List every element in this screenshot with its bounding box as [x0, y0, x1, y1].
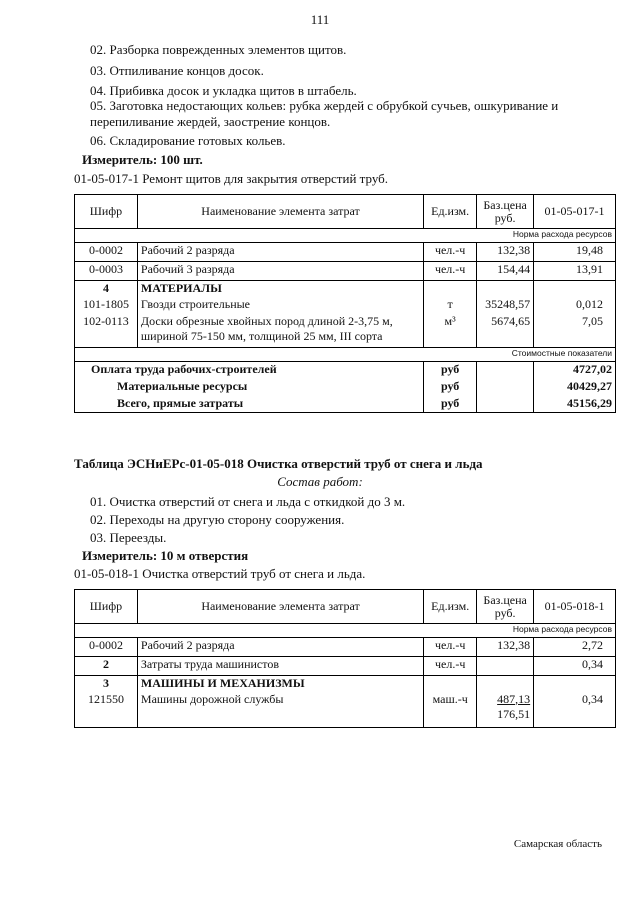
- header-unit: Ед.изм.: [424, 195, 477, 229]
- work-item: 05. Заготовка недостающих кольев: рубка жердей с обрубкой сучьев, ошкуривание и перепиливание жердей, заострение концов.: [90, 98, 559, 129]
- total-unit: руб: [424, 396, 477, 413]
- table-row-code: 121550: [75, 692, 138, 728]
- work-item: 01. Очистка отверстий от снега и льда с откидкой до 3 м.: [90, 494, 406, 509]
- total-value: 4727,02: [534, 362, 616, 379]
- table-row-price: [477, 657, 534, 676]
- table-row-value: 0,34: [534, 692, 616, 728]
- section-number: 3: [75, 676, 138, 692]
- table-row-value: 19,48: [534, 243, 616, 262]
- table-row-unit: чел.-ч: [424, 657, 477, 676]
- table-row-name: Машины дорожной службы: [137, 692, 423, 728]
- section-title: МАТЕРИАЛЫ: [137, 281, 423, 297]
- meter-label: Измеритель: 10 м отверстия: [82, 548, 249, 563]
- work-item: 03. Отпиливание концов досок.: [90, 63, 264, 78]
- table-row-name: Гвозди строительные: [137, 297, 423, 314]
- table-row-value: 13,91: [534, 262, 616, 281]
- header-name: Наименование элемента затрат: [137, 195, 423, 229]
- table-row-code: 0-0003: [75, 262, 138, 281]
- table-row-unit: чел.-ч: [424, 638, 477, 657]
- table-row-unit: чел.-ч: [424, 243, 477, 262]
- header-name: Наименование элемента затрат: [137, 590, 423, 624]
- table-row-name: Рабочий 2 разряда: [137, 243, 423, 262]
- table-row-value: 0,34: [534, 657, 616, 676]
- table-row-unit: маш.-ч: [424, 692, 477, 728]
- table-row-price: 132,38: [477, 638, 534, 657]
- work-item: 03. Переезды.: [90, 530, 167, 545]
- header-unit: Ед.изм.: [424, 590, 477, 624]
- total-unit: руб: [424, 362, 477, 379]
- table-row-name: Затраты труда машинистов: [137, 657, 423, 676]
- table-row-code: 102-0113: [75, 314, 138, 348]
- resource-table-1: [74, 194, 616, 413]
- total-name: Оплата труда рабочих-строителей: [75, 362, 424, 379]
- table-row-code: 2: [75, 657, 138, 676]
- table-row-code: 0-0002: [75, 243, 138, 262]
- table-title: Таблица ЭСНиЕРс-01-05-018 Очистка отверстий труб от снега и льда: [74, 456, 483, 471]
- header-code: Шифр: [75, 590, 138, 624]
- table-row-value: 0,012: [534, 297, 616, 314]
- meter-label: Измеритель: 100 шт.: [82, 152, 203, 167]
- header-price: Баз.цена руб.: [477, 195, 534, 229]
- work-item: 06. Складирование готовых кольев.: [90, 133, 286, 148]
- header-column-code: 01-05-018-1: [534, 590, 616, 624]
- resource-code-line: 01-05-018-1 Очистка отверстий труб от снега и льда.: [74, 566, 366, 581]
- work-item: 02. Переходы на другую сторону сооружения.: [90, 512, 345, 527]
- total-value: 40429,27: [534, 379, 616, 396]
- table-row-unit: т: [424, 297, 477, 314]
- table-row-value: 2,72: [534, 638, 616, 657]
- table-row-price: 5674,65: [477, 314, 534, 348]
- header-column-code: 01-05-017-1: [534, 195, 616, 229]
- cost-label: Стоимостные показатели: [477, 348, 616, 362]
- table-row-unit: м³: [424, 314, 477, 348]
- composition-label: Состав работ:: [277, 474, 363, 489]
- total-value: 45156,29: [534, 396, 616, 413]
- table-row-code: 101-1805: [75, 297, 138, 314]
- work-item: 02. Разборка поврежденных элементов щитов.: [90, 42, 347, 57]
- work-item: 04. Прибивка досок и укладка щитов в штабель.: [90, 83, 357, 98]
- table-row-price: 154,44: [477, 262, 534, 281]
- table-row-name: Рабочий 3 разряда: [137, 262, 423, 281]
- header-code: Шифр: [75, 195, 138, 229]
- total-unit: руб: [424, 379, 477, 396]
- table-row-unit: чел.-ч: [424, 262, 477, 281]
- table-row-name: Рабочий 2 разряда: [137, 638, 423, 657]
- table-row-code: 0-0002: [75, 638, 138, 657]
- total-name: Материальные ресурсы: [75, 379, 424, 396]
- table-row-value: 7,05: [534, 314, 616, 348]
- table-row-price: 132,38: [477, 243, 534, 262]
- total-name: Всего, прямые затраты: [75, 396, 424, 413]
- table-row-price: 487,13: [497, 691, 531, 706]
- norm-label: Норма расхода ресурсов: [477, 229, 616, 243]
- page-number: 111: [310, 12, 330, 27]
- table-row-name: Доски обрезные хвойных пород длиной 2-3,75 м, шириной 75-150 мм, толщиной 25 мм, III сорта: [137, 314, 423, 348]
- table-row-price-secondary: 176,51: [497, 706, 531, 721]
- resource-table-2: [74, 589, 616, 728]
- header-price: Баз.цена руб.: [477, 590, 534, 624]
- section-number: 4: [75, 281, 138, 297]
- footer-region: Самарская область: [513, 838, 602, 850]
- norm-label: Норма расхода ресурсов: [477, 624, 616, 638]
- section-title: МАШИНЫ И МЕХАНИЗМЫ: [137, 676, 423, 692]
- table-row-price: 35248,57: [477, 297, 534, 314]
- resource-code-line: 01-05-017-1 Ремонт щитов для закрытия отверстий труб.: [74, 171, 389, 186]
